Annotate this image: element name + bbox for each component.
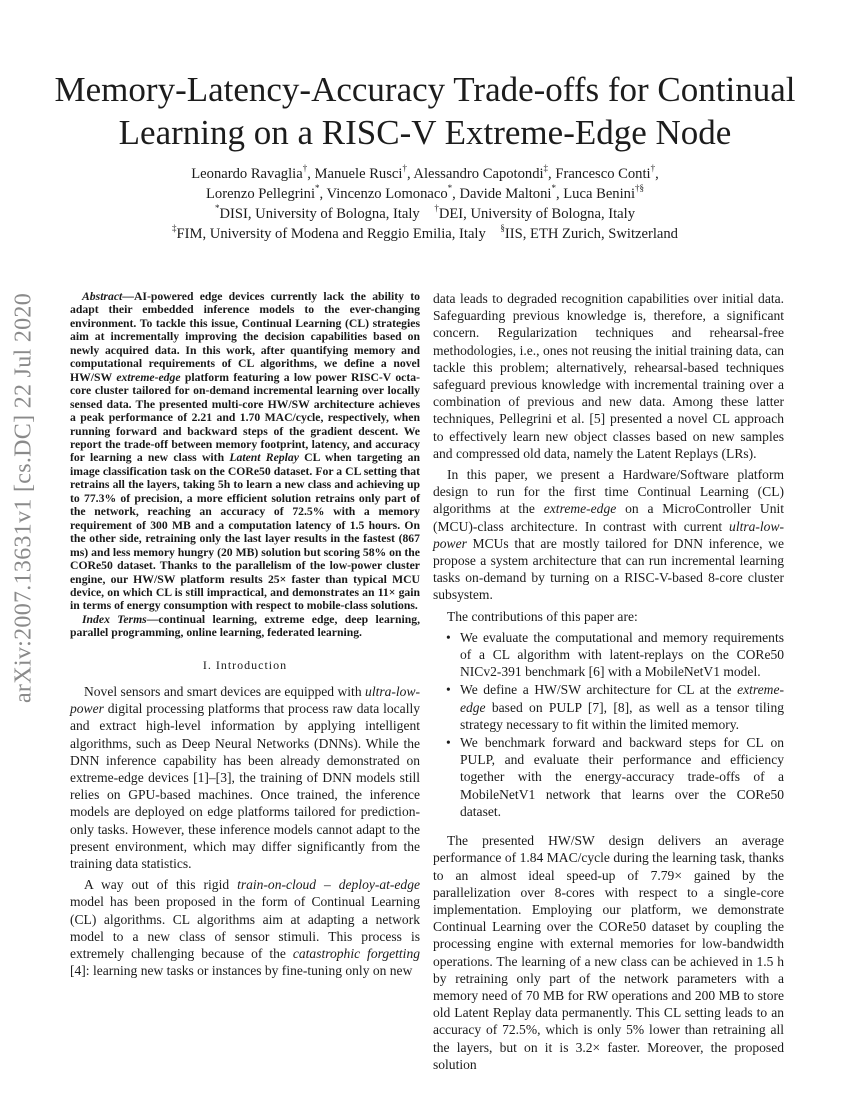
author-line-2: Lorenzo Pellegrini*, Vincenzo Lomonaco*, Davide Maltoni*, Luca Benini†§	[206, 183, 644, 202]
affiliation-line-2: ‡FIM, University of Modena and Reggio Emilia, Italy §IIS, ETH Zurich, Switzerland	[172, 223, 678, 242]
left-column	[70, 290, 420, 979]
abstract: Abstract—AI-powered edge devices currently lack the ability to adapt their embedded inference models to the ever-changing environment. To tackle this issue, Continual Learning (CL) strategies aim at incrementally improving the decision capabilities based on newly acquired data. In this work, after quantifying memory and computational requirements of CL algorithms, we define a novel HW/SW extreme-edge platform featuring a low power RISC-V octa-core cluster tailored for on-demand incremental learning over locally sensed data. The presented multi-core HW/SW architecture achieves a peak performance of 2.21 and 1.70 MAC/cycle, respectively, when running forward and backward steps of the gradient descent. We report the trade-off between memory footprint, latency, and accuracy for learning a new class with Latent Replay CL when targeting an image classification task on the CORe50 dataset. For a CL setting that retrains all the layers, taking 5h to learn a new class and achieving up to 77.3% of precision, a more efficient solution retrains only part of the network, reaching an accuracy of 72.5% with a memory requirement of 300 MB and a computation latency of 1.5 hours. On the other side, retraining only the last layer results in the fastest (867 ms) and less memory hungry (20 MB) solution but scoring 58% on the CORe50 dataset. Thanks to the parallelism of the low-power cluster engine, our HW/SW platform results 25× faster than typical MCU device, on which CL is still impractical, and demonstrates an 11× gain in terms of energy consumption with respect to mobile-class solutions.	[70, 290, 420, 613]
right-paragraph-1: data leads to degraded recognition capabilities over initial data. Safeguarding previous knowledge is, therefore, a significant concern. Regularization techniques and rehearsal-free methodologies, i.e., ones not reusing the initial training data, can tackle this problem; alternatively, rehearsal-based techniques safeguard previous knowledge with incremental training over a combination of previous and new data. Among these latter techniques, Pellegrini et al. [5] presented a novel CL approach to effectively learn new object classes based on new samples and compressed old data, namely the Latent Replays (LRs).	[433, 291, 784, 461]
title-line-1: Memory-Latency-Accuracy Trade-offs for Continual	[54, 70, 796, 109]
title-line-2: Learning on a RISC-V Extreme-Edge Node	[118, 113, 732, 152]
index-terms: Index Terms—continual learning, extreme edge, deep learning, parallel programming, online learning, federated learning.	[70, 612, 420, 640]
list-item: • We evaluate the computational and memory requirements of a CL algorithm with latent-replays on the CORe50 NICv2-391 benchmark [6] with a MobileNetV1 model.	[460, 629, 784, 681]
paper-title	[40, 68, 810, 154]
arxiv-identifier	[4, 292, 44, 704]
contributions-list	[433, 629, 784, 820]
author-block	[40, 164, 810, 244]
contributions-intro: The contributions of this paper are:	[447, 608, 638, 624]
arxiv-identifier-text: arXiv:2007.13631v1 [cs.DC] 22 Jul 2020	[10, 292, 37, 704]
intro-paragraph-2: A way out of this rigid train-on-cloud – deploy-at-edge model has been proposed in the form of Continual Learning (CL) algorithms. CL algorithms aim at adapting a network model to a new class of sensor stimuli. This process is extremely challenging because of the catastrophic forgetting [4]: learning new tasks or instances by fine-tuning only on new	[70, 877, 420, 979]
affiliation-line-1: *DISI, University of Bologna, Italy †DEI, University of Bologna, Italy	[215, 203, 635, 222]
right-paragraph-2: In this paper, we present a Hardware/Software platform design to run for the first time Continual Learning (CL) algorithms at the extreme-edge on a MicroController Unit (MCU)-class architecture. In contrast with current ultra-low-power MCUs that are mostly tailored for DNN inference, we propose a system architecture that can run incremental learning tasks on-demand by turning on a RISC-V-based 8-core cluster subsystem.	[433, 467, 784, 603]
list-item: • We benchmark forward and backward steps for CL on PULP, and evaluate their performance and efficiency together with the energy-accuracy trade-offs of a MobileNetV1 network that learns over the CORe50 dataset.	[460, 734, 784, 820]
section-heading-introduction: I. Introduction	[202, 657, 288, 672]
right-column	[433, 290, 784, 1073]
intro-paragraph-1: Novel sensors and smart devices are equipped with ultra-low-power digital processing platforms that process raw data locally and extract high-level information by applying intelligent algorithms, such as Deep Neural Networks (DNNs). While the DNN inference capability has been already demonstrated on extreme-edge devices [1]–[3], the training of DNN models still relies on GPU-based machines. Once trained, the inference models are deployed on edge platforms tailored for prediction-only tasks. However, these inference models cannot adapt to the present environment, which may differ significantly from the training data statistics.	[70, 683, 420, 872]
right-paragraph-4: The presented HW/SW design delivers an average performance of 1.84 MAC/cycle during the learning task, thanks to an almost ideal speed-up of 7.79× gained by the parallelization over 8-cores with respect to a single-core implementation. Employing our platform, we demonstrate Continual Learning over the CORe50 dataset by coupling the processing engine with external memories for low-bandwidth operations. The learning of a new class can be achieved in 1.5 h by retraining only part of the network parameters with a memory need of 70 MB for RW operations and 200 MB to store old Latent Replay data permanently. This CL setting leads to an accuracy of 72.5%, which is only 5% lower than retraining all the layers, but on it is 3.2× faster. Moreover, the proposed solution	[433, 833, 784, 1072]
author-line-1: Leonardo Ravaglia†, Manuele Rusci†, Alessandro Capotondi‡, Francesco Conti†,	[191, 163, 659, 182]
list-item: • We define a HW/SW architecture for CL at the extreme-edge based on PULP [7], [8], as well as a tensor tiling strategy necessary to fit within the limited memory.	[460, 681, 784, 733]
